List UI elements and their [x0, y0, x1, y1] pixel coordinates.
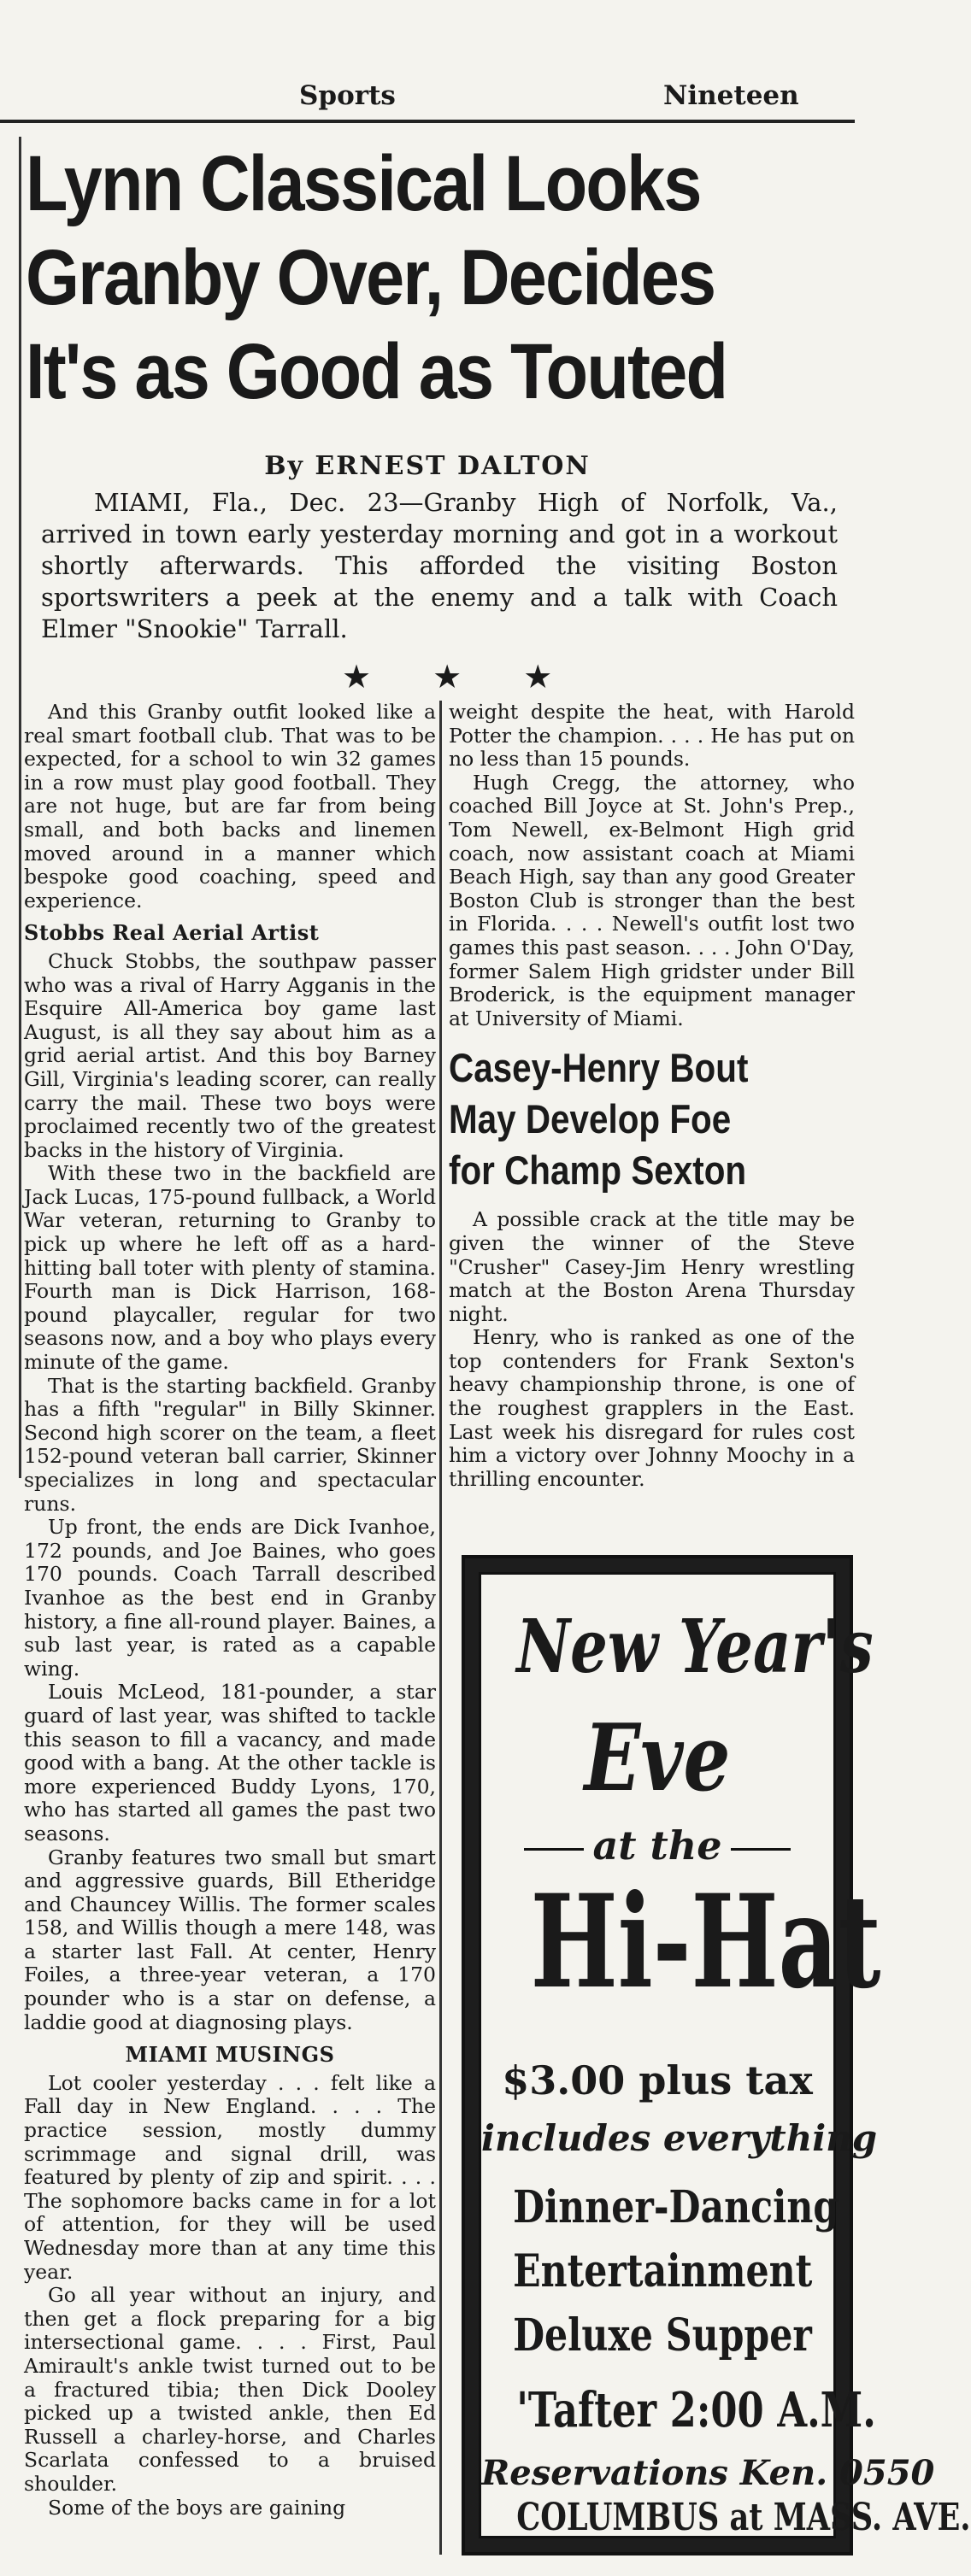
paragraph: Granby features two small but smart and aggressive guards, Bill Etheridge and Chauncey Willis. The former scales 158, and Willis though a mere 148, was a starter last Fall. At center, Henry Foiles, a three-year veteran, a 170 pounder who is a star on defense, a laddie good at diagnosing plays.	[24, 1845, 436, 2034]
section-stars: ★ ★ ★	[342, 658, 579, 695]
paragraph: Some of the boys are gaining	[48, 2495, 346, 2520]
ad-address: COLUMBUS at MASS. AVE.	[516, 2496, 971, 2539]
headline-line: May Develop Foe	[449, 1096, 732, 1142]
main-headline	[26, 137, 733, 419]
headline-line: for Champ Sexton	[449, 1147, 747, 1194]
paragraph: With these two in the backfield are Jack Lucas, 175-pound fullback, a World War veteran, returning to Granby to pick up where he left off as a hard-hitting ball toter with plenty of stamina. Fourth man is Dick Harrison, 168-pound playcaller, regular for two seasons now, and a boy who plays every minute of the game.	[24, 1161, 436, 1375]
headline-line: Granby Over, Decides	[26, 234, 715, 321]
subhead-stobbs: Stobbs Real Aerial Artist	[24, 920, 320, 946]
ad-price: $3.00 plus tax	[502, 2057, 813, 2104]
left-column	[24, 701, 436, 2520]
paragraph: Hugh Cregg, the attorney, who coached Bill Joyce at St. John's Prep., Tom Newell, ex-Belmont High grid coach, now assistant coach at Miami Beach High, say than any good Greater Boston Club is stronger than the best in Florida. . . . Newell's outfit lost two games this past season. . . . John O'Day, former Salem High gridster under Bill Broderick, is the equipment manager at University of Miami.	[449, 770, 855, 1030]
section-label: Sports	[299, 80, 396, 111]
right-column	[449, 701, 855, 1491]
lede-text: MIAMI, Fla., Dec. 23—Granby High of Norfolk, Va., arrived in town early yesterday morning and got in a workout shortly afterwards. This afforded the visiting Boston sportswriters a peek at the enemy and a talk with Coach Elmer "Snookie" Tarrall.	[41, 488, 838, 643]
headline-line: Lynn Classical Looks	[26, 140, 701, 227]
paragraph: Louis McLeod, 181-pounder, a star guard of last year, was shifted to tackle this season to fill a vacancy, and made good with a bang. At the other tackle is more experienced Buddy Lyons, 170, who has started all games the past two seasons.	[24, 1680, 436, 1845]
paragraph: weight despite the heat, with Harold Potter the champion. . . . He has put on no less than 15 pounds.	[449, 700, 855, 772]
page-number: Nineteen	[663, 80, 799, 111]
casey-henry-headline	[449, 1042, 798, 1196]
ad-hi-hat: Hi-Hat	[530, 1867, 881, 2017]
paragraph: Chuck Stobbs, the southpaw passer who was a rival of Harry Agganis in the Esquire All-America boy game last August, is all they say about him as a grid aerial artist. And this boy Barney Gill, Virginia's leading scorer, can really carry the mail. These two boys were proclaimed recently two of the greatest backs in the history of Virginia.	[24, 948, 436, 1162]
ad-eve: Eve	[584, 1705, 731, 1812]
ad-dinner-dancing: Dinner-Dancing	[513, 2181, 839, 2233]
left-margin-rule	[19, 137, 21, 1478]
ad-supper: Deluxe Supper	[513, 2309, 812, 2362]
column-rule	[439, 701, 442, 2555]
paragraph: A possible crack at the title may be given the winner of the Steve "Crusher" Casey-Jim Henry wrestling match at the Boston Arena Thursday night.	[449, 1207, 855, 1326]
ad-rule-right	[731, 1848, 791, 1851]
header-rule	[0, 120, 855, 123]
byline: By ERNEST DALTON	[264, 451, 591, 481]
ad-reservations: Reservations Ken. 0550	[481, 2453, 935, 2493]
ad-at-the	[481, 1822, 833, 1869]
lede-paragraph	[41, 487, 838, 645]
headline-line: Casey-Henry Bout	[449, 1045, 749, 1091]
paragraph: Henry, who is ranked as one of the top contenders for Frank Sexton's heavy championship throne, is one of the roughest grapplers in the East. Last week his disregard for rules cost him a victory over Johnny Moochy in a thrilling encounter.	[449, 1325, 855, 1491]
headline-line: It's as Good as Touted	[26, 328, 727, 415]
hi-hat-advertisement	[462, 1555, 971, 2555]
subhead-miami-musings: MIAMI MUSINGS	[125, 2042, 335, 2068]
ad-includes: includes everything	[481, 2117, 878, 2159]
paragraph: Go all year without an injury, and then get a flock preparing for a big intersectional game. . . . First, Paul Amirault's ankle twist turned out to be a fractured tibia; then Dick Dooley picked up a twisted ankle, then Ed Russell a charley-horse, and Charles Scarlata confessed to a bruised shoulder.	[24, 2283, 436, 2496]
ad-new-years: New Year's	[516, 1604, 874, 1690]
ad-after-time: 'Tafter 2:00 A.M.	[516, 2382, 876, 2438]
ad-entertainment: Entertainment	[513, 2245, 813, 2297]
paragraph: And this Granby outfit looked like a real smart football club. That was to be expected, for a school to win 32 games in a row must play good football. They are not huge, but are far from being small, and both backs and linemen moved around in a manner which bespoke good coaching, speed and experience.	[24, 700, 436, 912]
ad-panel	[479, 1572, 971, 2539]
ad-rule-left	[524, 1848, 584, 1851]
paragraph: That is the starting backfield. Granby has a fifth "regular" in Billy Skinner. Second high scorer on the team, a fleet 152-pound veteran ball carrier, Skinner specializes in long and spectacular runs.	[24, 1373, 436, 1516]
ad-at-the-text: at the	[592, 1822, 722, 1869]
paragraph: Lot cooler yesterday . . . felt like a Fall day in New England. . . . The practice session, mostly dummy scrimmage and signal drill, was featured by plenty of zip and spirit. . . . The sophomore backs came in for a lot of attention, for they will be used Wednesday more than at any time this year.	[24, 2070, 436, 2284]
paragraph: Up front, the ends are Dick Ivanhoe, 172 pounds, and Joe Baines, who goes 170 pounds. Coach Tarrall described Ivanhoe as the best end in Granby history, a fine all-round player. Baines, a sub last year, is rated as a capable wing.	[24, 1515, 436, 1681]
